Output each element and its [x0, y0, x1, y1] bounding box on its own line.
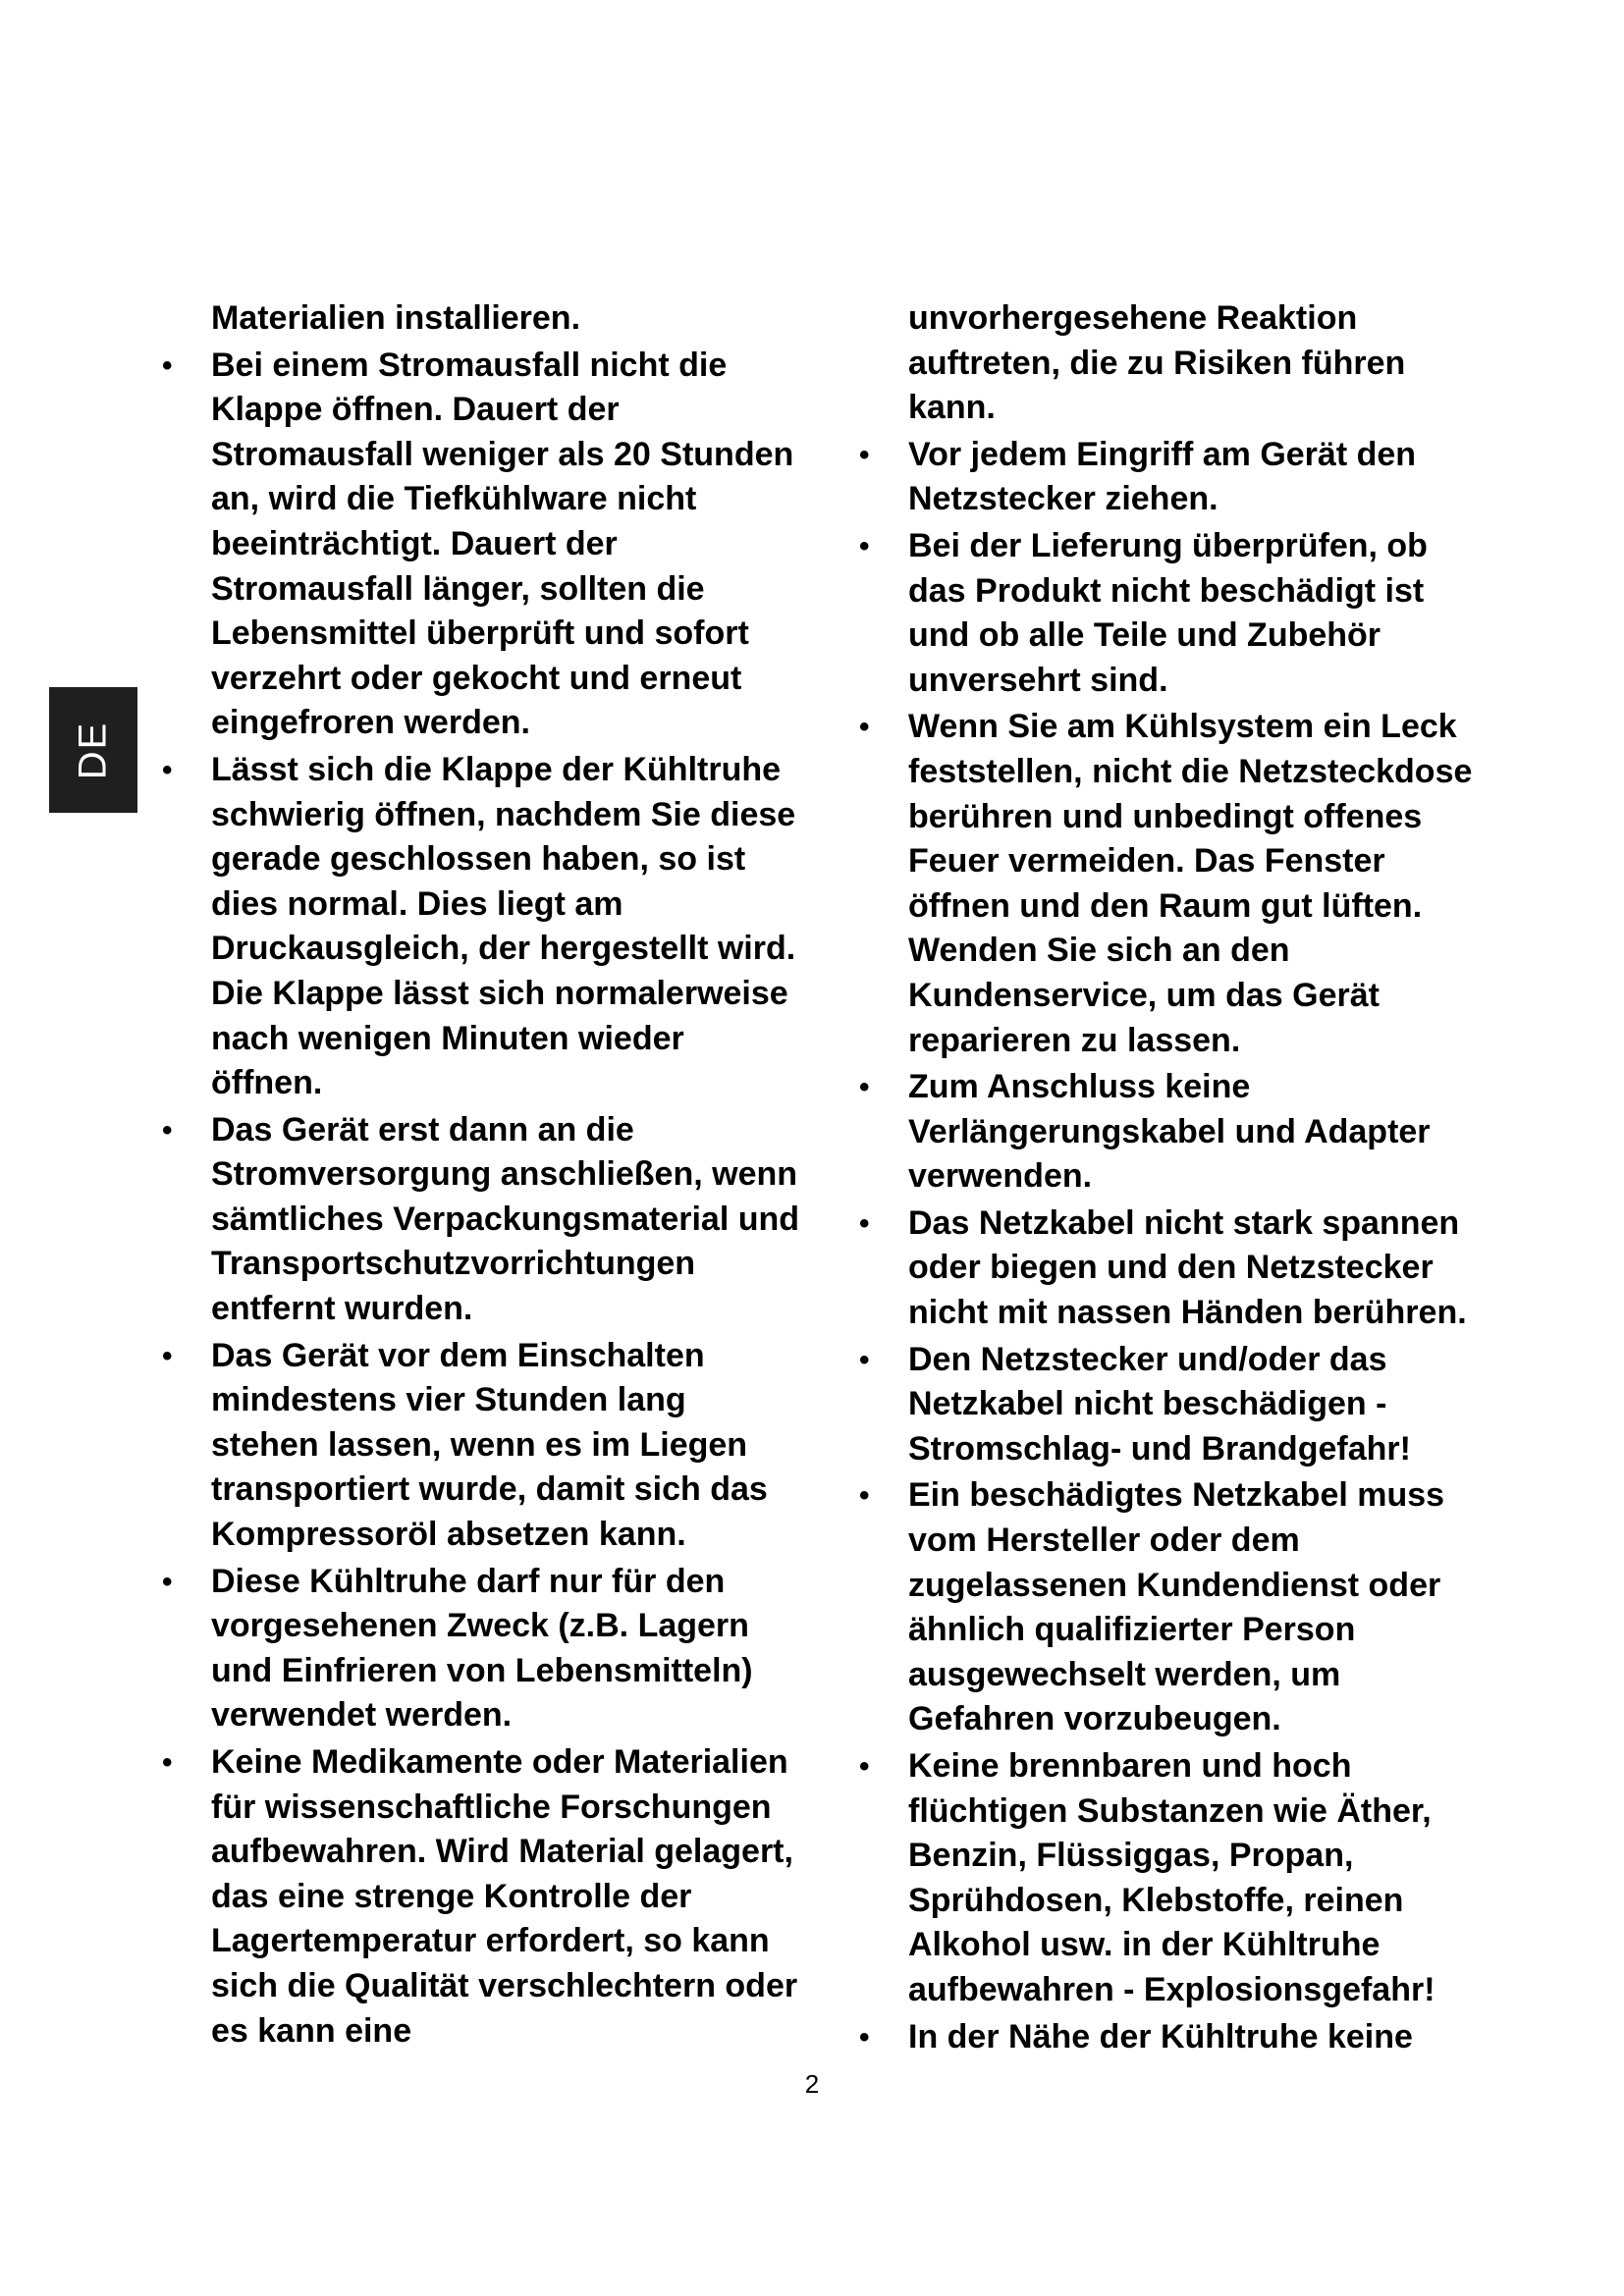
list-item: • Das Gerät erst dann an die Stromversorgung anschließen, wenn sämtliches Verpackungsmaterial und Transportschutzvorrichtungen entfernt wurden.	[211, 1108, 800, 1332]
list-item: • Das Netzkabel nicht stark spannen oder biegen und den Netzstecker nicht mit nassen Händen berühren.	[908, 1201, 1488, 1336]
list-item: • Zum Anschluss keine Verlängerungskabel und Adapter verwenden.	[908, 1065, 1488, 1200]
list-item: • Ein beschädigtes Netzkabel muss vom Hersteller oder dem zugelassenen Kundendienst oder ähnlich qualifizierter Person ausgewechselt werden, um Gefahren vorzubeugen.	[908, 1473, 1488, 1742]
list-item: unvorhergesehene Reaktion auftreten, die zu Risiken führen kann.	[908, 299, 1406, 427]
language-tab	[49, 687, 137, 813]
list-item: • Vor jedem Eingriff am Gerät den Netzstecker ziehen.	[908, 433, 1488, 522]
list-item: • Keine Medikamente oder Materialien für wissenschaftliche Forschungen aufbewahren. Wird Material gelagert, das eine strenge Kontrolle der Lagertemperatur erfordert, so kann sich die Qualität verschlechtern oder es kann eine	[211, 1740, 800, 2054]
right-column	[908, 296, 1488, 2061]
page-number: 2	[804, 2069, 820, 2099]
list-item: • Bei der Lieferung überprüfen, ob das Produkt nicht beschädigt ist und ob alle Teile und Zubehör unversehrt sind.	[908, 524, 1488, 703]
list-item: • Den Netzstecker und/oder das Netzkabel nicht beschädigen - Stromschlag- und Brandgefahr!	[908, 1338, 1488, 1472]
list-item: • Diese Kühltruhe darf nur für den vorgesehenen Zweck (z.B. Lagern und Einfrieren von Lebensmitteln) verwendet werden.	[211, 1560, 800, 1738]
list-item: Materialien installieren.	[211, 299, 581, 337]
list-item: • Das Gerät vor dem Einschalten mindestens vier Stunden lang stehen lassen, wenn es im Liegen transportiert wurde, damit sich das Kompressoröl absetzen kann.	[211, 1334, 800, 1558]
left-column	[211, 296, 800, 2056]
list-item: • Keine brennbaren und hoch flüchtigen Substanzen wie Äther, Benzin, Flüssiggas, Propan, Sprühdosen, Klebstoffe, reinen Alkohol usw. in der Kühltruhe aufbewahren - Explosionsgefahr!	[908, 1744, 1488, 2013]
list-item: • Bei einem Stromausfall nicht die Klappe öffnen. Dauert der Stromausfall weniger als 20 Stunden an, wird die Tiefkühlware nicht beeinträchtigt. Dauert der Stromausfall länger, sollten die Lebensmittel überprüft und sofort verzehrt oder gekocht und erneut eingefroren werden.	[211, 344, 800, 746]
list-item: • Wenn Sie am Kühlsystem ein Leck feststellen, nicht die Netzsteckdose berühren und unbedingt offenes Feuer vermeiden. Das Fenster öffnen und den Raum gut lüften. Wenden Sie sich an den Kundenservice, um das Gerät reparieren zu lassen.	[908, 705, 1488, 1063]
language-tab-label: DE	[71, 721, 115, 779]
list-item: • In der Nähe der Kühltruhe keine	[908, 2015, 1488, 2060]
list-item: • Lässt sich die Klappe der Kühltruhe schwierig öffnen, nachdem Sie diese gerade geschlossen haben, so ist dies normal. Dies liegt am Druckausgleich, der hergestellt wird. Die Klappe lässt sich normalerweise nach wenigen Minuten wieder öffnen.	[211, 748, 800, 1106]
